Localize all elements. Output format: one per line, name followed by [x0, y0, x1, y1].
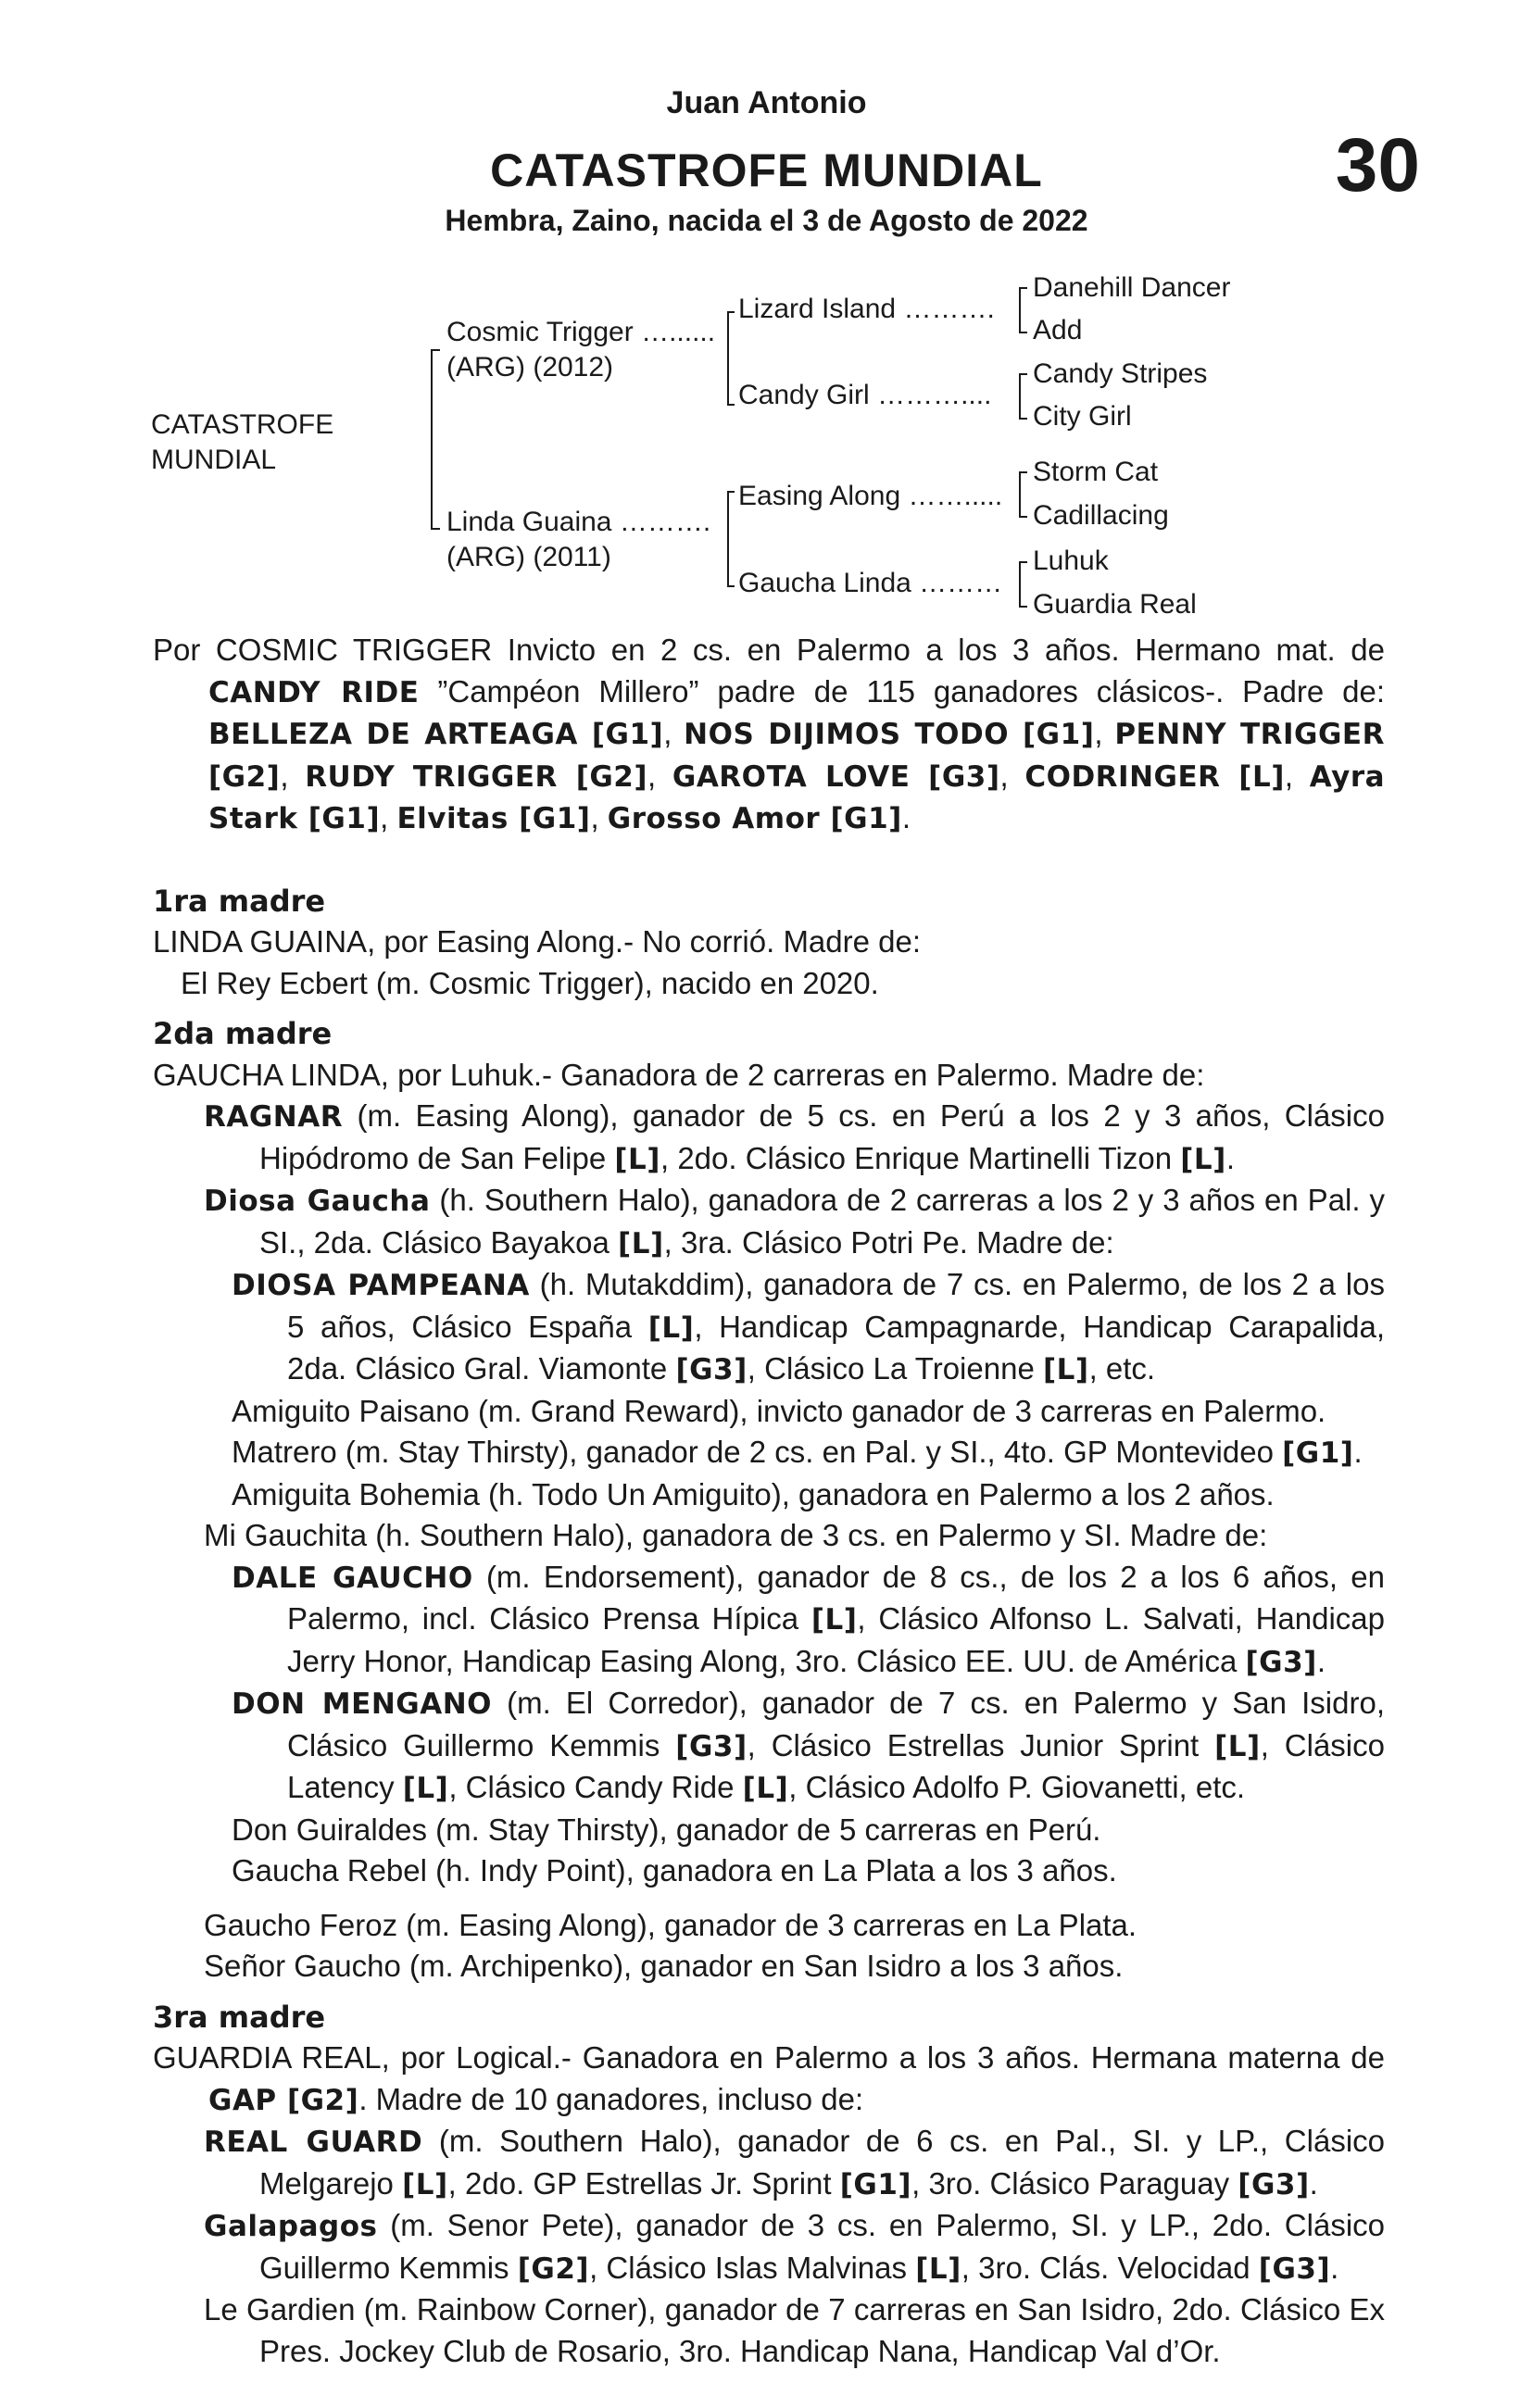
- pedigree-subject: [151, 408, 333, 478]
- produce-entry: [153, 1180, 1385, 1264]
- produce-entry: Gaucha Rebel (h. Indy Point), ganadora en La Plata a los 3 años.: [232, 1853, 1117, 1888]
- text: ,: [590, 800, 608, 834]
- leader-dots: ……….: [619, 507, 711, 537]
- text: .: [901, 800, 911, 834]
- bracket-line: [431, 349, 440, 351]
- produce-entry: [153, 2205, 1385, 2289]
- text: , etc.: [1088, 1351, 1156, 1386]
- horse-name: CATASTROFE MUNDIAL: [490, 144, 1043, 196]
- bold-grade: [G3]: [675, 1729, 748, 1763]
- text: ,: [1094, 716, 1115, 750]
- leader-dots: …......: [641, 317, 716, 347]
- catalog-body: [153, 630, 1385, 2372]
- granddam-name: Candy Girl: [738, 380, 870, 410]
- text: ,: [999, 758, 1025, 793]
- text: ,: [1284, 758, 1310, 793]
- bold-grade: [L]: [614, 1142, 660, 1176]
- bracket-line: [1019, 373, 1027, 420]
- bold-name: BELLEZA DE ARTEAGA [G1]: [208, 718, 664, 751]
- bold-name: GAROTA LOVE [G3]: [672, 759, 1000, 794]
- text: (m. Senor Pete), ganador de 3 cs. en Palermo, SI. y LP., 2do. Clásico Guillermo Kemmis: [259, 2208, 1385, 2285]
- bold-name: PENNY TRIGGER [G2]: [208, 718, 1385, 794]
- produce-entry: [153, 1557, 1385, 1684]
- text: (h. Southern Halo), ganadora de 2 carreras a los 2 y 3 años en Pal. y SI., 2da. Clásico Bayakoa: [259, 1183, 1385, 1260]
- text: .: [1353, 1435, 1363, 1469]
- pedigree-sire-sire: [738, 292, 995, 327]
- ggp-name: Candy Stripes: [1033, 358, 1208, 389]
- ggp-name: Storm Cat: [1033, 457, 1159, 487]
- pedigree-dam-dam: [738, 566, 1002, 601]
- bracket-line: [1019, 471, 1027, 518]
- bold-name: Elvitas [G1]: [396, 802, 591, 835]
- bold-grade: [G3]: [1238, 2167, 1310, 2201]
- bracket-line: [431, 528, 440, 530]
- bold-name: RAGNAR: [204, 1100, 344, 1134]
- text: Por COSMIC TRIGGER Invicto en 2 cs. en Palermo a los 3 años. Hermano mat. de: [153, 633, 1385, 667]
- produce-entry: [153, 1683, 1385, 1810]
- bold-grade: [G3]: [675, 1353, 748, 1386]
- text: ,: [647, 758, 672, 793]
- bold-grade: [L]: [1180, 1142, 1226, 1176]
- text: .: [1316, 1643, 1326, 1678]
- bold-grade: [G1]: [839, 2167, 912, 2201]
- text: , 3ro. Clás. Velocidad: [961, 2250, 1259, 2285]
- ggp-name: City Girl: [1033, 401, 1132, 432]
- text: (m. Endorsement), ganador de 8 cs., de los 2 a los 6 años, en Palermo, incl. Clásico Prensa Hípica: [287, 1559, 1386, 1636]
- pedigree-dam-sire: [738, 479, 1002, 514]
- bold-grade: [L]: [647, 1311, 695, 1345]
- leader-dots: …….....: [908, 481, 1003, 511]
- text: ”Campéon Millero” padre de 115 ganadores clásicos-. Padre de:: [419, 673, 1386, 709]
- produce-entry: Señor Gaucho (m. Archipenko), ganador en San Isidro a los 3 años.: [204, 1949, 1124, 1983]
- bold-grade: [G3]: [1245, 1645, 1317, 1679]
- produce-entry: Le Gardien (m. Rainbow Corner), ganador de 7 carreras en San Isidro, 2do. Clásico Ex Pres. Jockey Club de Rosario, 3ro. Handicap Nana, Handicap Val d’Or.: [204, 2292, 1385, 2368]
- pedigree-sire-dam: [738, 378, 991, 413]
- bold-name: GAP [G2]: [208, 2083, 359, 2117]
- produce-entry: [153, 1432, 1385, 1474]
- bold-name: Diosa Gaucha: [204, 1185, 431, 1218]
- bracket-line: [727, 491, 735, 587]
- bold-grade: [L]: [810, 1603, 858, 1637]
- bold-name: NOS DIJIMOS TODO [G1]: [684, 718, 1095, 751]
- text: , Clásico La Troienne: [747, 1351, 1043, 1386]
- text: , Clásico Estrellas Junior Sprint: [747, 1727, 1215, 1762]
- bold-grade: [L]: [1042, 1353, 1089, 1386]
- bracket-line: [1019, 561, 1027, 608]
- text: ,: [380, 800, 397, 834]
- grandsire-name: Lizard Island: [738, 294, 897, 324]
- bold-name: Grosso Amor [G1]: [607, 802, 902, 835]
- grandsire-name: Easing Along: [738, 481, 901, 511]
- breeder-name: Juan Antonio: [666, 85, 867, 120]
- text: .: [1225, 1140, 1236, 1175]
- dam-detail: (ARG) (2011): [446, 542, 611, 572]
- bold-grade: [G2]: [517, 2251, 590, 2286]
- bold-grade: [L]: [402, 2167, 448, 2201]
- leader-dots: ………: [919, 568, 1003, 598]
- pedigree-sire: [446, 315, 715, 385]
- bracket-line: [727, 311, 735, 406]
- text: (m. Southern Halo), ganador de 6 cs. en Pal., SI. y LP., Clásico Melgarejo: [259, 2124, 1385, 2201]
- produce-entry: El Rey Ecbert (m. Cosmic Trigger), nacido en 2020.: [181, 965, 879, 1000]
- text: (m. El Corredor), ganador de 7 cs. en Palermo y San Isidro, Clásico Guillermo Kemmis: [287, 1686, 1385, 1762]
- leader-dots: ………....: [877, 380, 992, 410]
- bold-name: CANDY RIDE: [208, 675, 420, 709]
- ggp-name: Guardia Real: [1033, 589, 1197, 620]
- leader-dots: ……….: [903, 294, 995, 324]
- section-heading: 2da madre: [153, 1016, 333, 1051]
- subject-line: MUNDIAL: [151, 445, 277, 475]
- text: , Clásico Adolfo P. Giovanetti, etc.: [788, 1770, 1246, 1804]
- text: . Madre de 10 ganadores, incluso de:: [358, 2081, 864, 2116]
- text: Matrero (m. Stay Thirsty), ganador de 2 cs. en Pal. y SI., 4to. GP Montevideo: [232, 1435, 1283, 1469]
- text: (h. Mutakddim), ganadora de 7 cs. en Palermo, de los 2 a los 5 años, Clásico España: [287, 1267, 1385, 1344]
- text: ,: [280, 758, 306, 793]
- produce-entry: Amiguita Bohemia (h. Todo Un Amiguito), ganadora en Palermo a los 2 años.: [232, 1476, 1275, 1511]
- bold-grade: [L]: [915, 2251, 961, 2286]
- section-heading: 3ra madre: [153, 1999, 326, 2035]
- text: , 3ro. Clásico Paraguay: [911, 2165, 1238, 2201]
- ggp-name: Danehill Dancer: [1033, 272, 1231, 303]
- bold-name: Ayra Stark [G1]: [208, 759, 1386, 835]
- granddam-name: Gaucha Linda: [738, 568, 911, 598]
- text: .: [1309, 2165, 1318, 2201]
- text: .: [1330, 2250, 1339, 2285]
- sire-detail: (ARG) (2012): [446, 352, 614, 383]
- ggp-name: Luhuk: [1033, 546, 1109, 576]
- ggp-name: Cadillacing: [1033, 500, 1169, 531]
- text: , Clásico Candy Ride: [448, 1770, 743, 1804]
- dam-intro: LINDA GUAINA, por Easing Along.- No corrió. Madre de:: [153, 924, 922, 959]
- dam-intro: [153, 2038, 1385, 2121]
- bold-grade: [G1]: [1282, 1436, 1354, 1470]
- bold-name: Galapagos: [204, 2210, 378, 2243]
- ggp-name: Add: [1033, 315, 1083, 345]
- produce-entry: Gaucho Feroz (m. Easing Along), ganador de 3 carreras en La Plata.: [204, 1907, 1137, 1942]
- bold-grade: [L]: [1214, 1729, 1261, 1763]
- bold-name: CODRINGER [L]: [1024, 759, 1285, 794]
- text: , 2do. Clásico Enrique Martinelli Tizon: [660, 1140, 1181, 1175]
- produce-entry: [153, 1264, 1385, 1391]
- bold-name: DIOSA PAMPEANA: [232, 1269, 530, 1302]
- text: , Handicap Campagnarde, Handicap Carapalida, 2da. Clásico Gral. Viamonte: [287, 1309, 1385, 1386]
- produce-entry: Don Guiraldes (m. Stay Thirsty), ganador de 5 carreras en Perú.: [232, 1812, 1101, 1847]
- text: , Clásico Islas Malvinas: [589, 2250, 916, 2285]
- pedigree-dam: [446, 505, 710, 575]
- sire-paragraph: [153, 630, 1385, 840]
- text: , 3ra. Clásico Potri Pe. Madre de:: [663, 1224, 1114, 1260]
- dam-name: Linda Guaina: [446, 507, 612, 537]
- text: , Clásico Latency: [287, 1727, 1385, 1804]
- bracket-line: [1019, 287, 1027, 333]
- produce-entry: Amiguito Paisano (m. Grand Reward), invicto ganador de 3 carreras en Palermo.: [232, 1393, 1326, 1428]
- horse-description: Hembra, Zaino, nacida el 3 de Agosto de 2022: [445, 204, 1088, 237]
- bold-grade: [L]: [618, 1226, 664, 1260]
- bold-grade: [L]: [742, 1772, 789, 1805]
- subject-line: CATASTROFE: [151, 409, 334, 440]
- dam-intro: GAUCHA LINDA, por Luhuk.- Ganadora de 2 carreras en Palermo. Madre de:: [153, 1057, 1205, 1092]
- lot-number: 30: [1335, 123, 1420, 207]
- bold-name: DALE GAUCHO: [232, 1561, 473, 1595]
- text: , Clásico Alfonso L. Salvati, Handicap Jerry Honor, Handicap Easing Along, 3ro. Clásico EE. UU. de América: [287, 1601, 1385, 1678]
- text: , 2do. GP Estrellas Jr. Sprint: [447, 2165, 840, 2201]
- bold-name: REAL GUARD: [204, 2126, 423, 2159]
- text: (m. Easing Along), ganador de 5 cs. en Perú a los 2 y 3 años, Clásico Hipódromo de San Felipe: [259, 1098, 1385, 1175]
- produce-entry: Mi Gauchita (h. Southern Halo), ganadora de 3 cs. en Palermo y SI. Madre de:: [204, 1518, 1268, 1552]
- bold-name: DON MENGANO: [232, 1687, 492, 1721]
- sire-name: Cosmic Trigger: [446, 317, 634, 347]
- section-heading: 1ra madre: [153, 883, 326, 919]
- produce-entry: [153, 1096, 1385, 1180]
- text: GUARDIA REAL, por Logical.- Ganadora en Palermo a los 3 años. Hermana materna de: [153, 2040, 1385, 2075]
- text: ,: [663, 716, 685, 750]
- bold-grade: [G3]: [1258, 2251, 1331, 2286]
- bracket-line: [431, 350, 433, 529]
- bold-name: RUDY TRIGGER [G2]: [305, 759, 648, 794]
- bold-grade: [L]: [402, 1772, 449, 1805]
- produce-entry: [153, 2121, 1385, 2205]
